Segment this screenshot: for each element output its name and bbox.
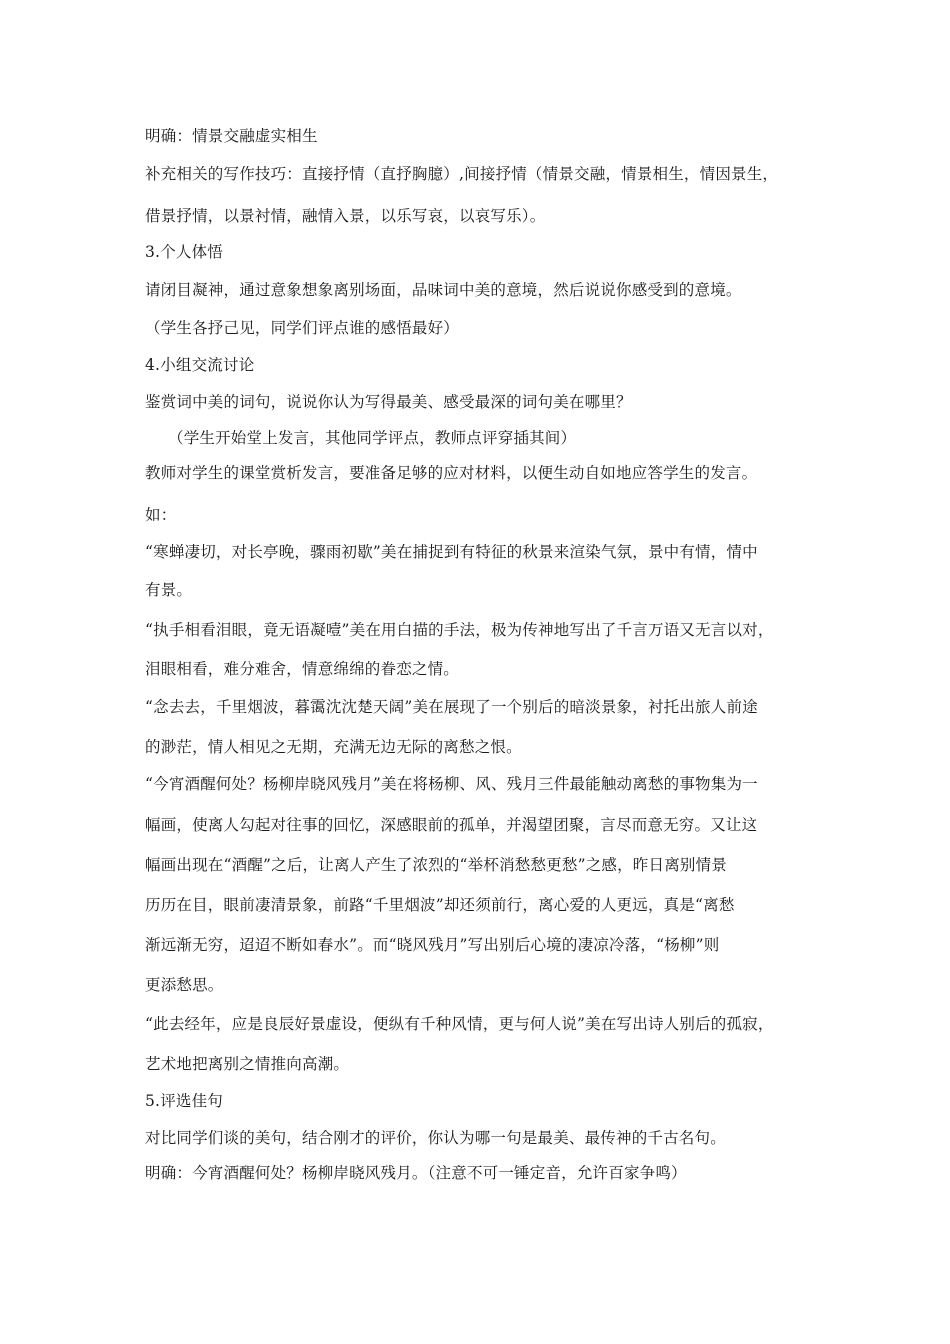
text-line: 如： [145,506,177,524]
text-line: 历历在目，眼前凄清景象，前路“千里烟波”却还须前行，离心爱的人更远，真是“离愁 [145,896,735,914]
section-heading: 4.小组交流讨论 [145,356,255,374]
text-line: 鉴赏词中美的词句，说说你认为写得最美、感受最深的词句美在哪里？ [145,393,632,411]
text-line: 艺术地把离别之情推向高潮。 [145,1055,350,1073]
text-line: “今宵酒醒何处？杨柳岸晓风残月”美在将杨柳、风、残月三件最能触动离愁的事物集为一 [145,775,758,793]
text-line: “寒蝉凄切，对长亭晚，骤雨初歇”美在捕捉到有特征的秋景来渲染气氛，景中有情，情中 [145,543,758,561]
text-line: 请闭目凝神，通过意象想象离别场面，品味词中美的意境，然后说说你感受到的意境。 [145,281,742,299]
text-line: “念去去，千里烟波，暮霭沈沈楚天阔”美在展现了一个别后的暗淡景象，衬托出旅人前途 [145,698,758,716]
text-line: 渐远渐无穷，迢迢不断如春水”。而“晓风残月”写出别后心境的凄凉冷落，“杨柳”则 [145,936,720,954]
text-line: 补充相关的写作技巧：直接抒情（直抒胸臆）,间接抒情（情景交融，情景相生，情因景生， [145,165,779,183]
text-line: 明确：情景交融虚实相生 [145,127,318,145]
text-line: 幅画，使离人勾起对往事的回忆，深感眼前的孤单，并渴望团聚，言尽而意无穷。又让这 [145,816,758,834]
section-heading: 3.个人体悟 [145,243,223,261]
text-line: 更添愁思。 [145,976,224,994]
text-line: （学生开始堂上发言，其他同学评点，教师点评穿插其间） [168,429,577,447]
text-line: 借景抒情，以景衬情，融情入景，以乐写哀，以哀写乐）。 [145,207,546,225]
text-line: 泪眼相看，难分难舍，情意绵绵的眷恋之情。 [145,660,460,678]
text-line: “此去经年，应是良辰好景虚设，便纵有千种风情，更与何人说”美在写出诗人别后的孤寂， [145,1015,774,1033]
text-line: 教师对学生的课堂赏析发言，要准备足够的应对材料，以便生动自如地应答学生的发言。 [145,464,758,482]
text-line: 幅画出现在“酒醒”之后，让离人产生了浓烈的“举杯消愁愁更愁”之感，昨日离别情景 [145,856,727,874]
text-line: 对比同学们谈的美句，结合刚才的评价，你认为哪一句是最美、最传神的千古名句。 [145,1129,726,1147]
text-line: 有景。 [145,581,193,599]
text-line: （学生各抒己见，同学们评点谁的感悟最好） [145,319,460,337]
text-line: “执手相看泪眼，竟无语凝噎”美在用白描的手法，极为传神地写出了千言万语又无言以对， [145,621,774,639]
text-line: 明确：今宵酒醒何处？杨柳岸晓风残月。（注意不可一锤定音，允许百家争鸣） [145,1164,687,1182]
text-line: 的渺茫，情人相见之无期，充满无边无际的离愁之恨。 [145,738,522,756]
section-heading: 5.评选佳句 [145,1092,223,1110]
